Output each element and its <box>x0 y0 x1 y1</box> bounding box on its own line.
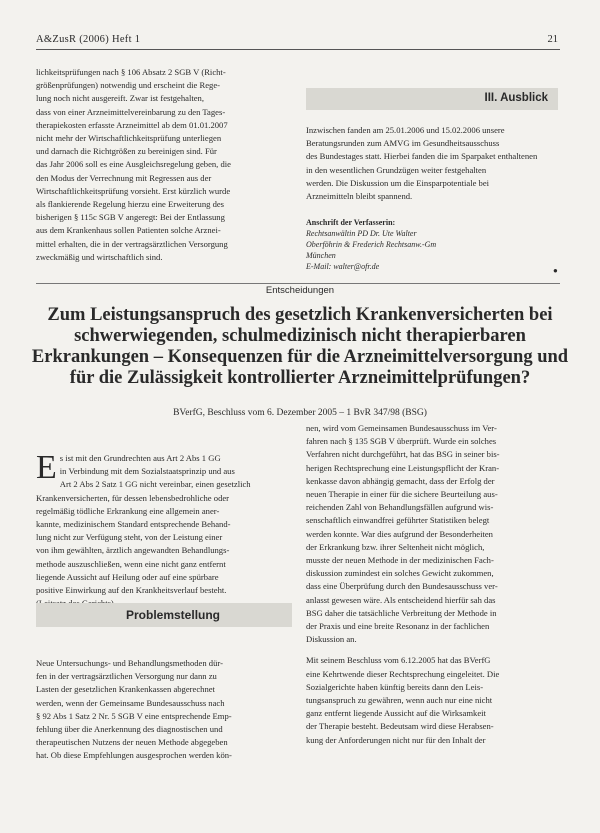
text-line: Art 2 Abs 2 Satz 1 GG nicht vereinbar, einen gesetzlich <box>59 479 251 490</box>
text-line: Krankenversicherten, für dessen lebensbedrohliche oder <box>36 492 230 503</box>
text-line: diskussion zumindest ein solches Gewicht zukommen, <box>306 568 494 579</box>
text-line: anlasst gewesen wäre. Als entscheidend hierfür sah das <box>306 594 496 605</box>
text-line: methode auszuschließen, wenn eine nicht ganz entfernt <box>36 558 226 569</box>
text-line: therapiekosten erfasste Arzneimittel ab dem 01.01.2007 <box>36 119 228 130</box>
text-line: fen in der vertragsärztlichen Versorgung nur dann zu <box>36 671 217 682</box>
text-line: das Jahr 2006 soll es eine Ausgleichsregelung geben, die <box>36 159 231 170</box>
text-line: von ihm gewählten, ärztlich angewandten Behandlungs- <box>36 545 230 556</box>
text-line: zweckmäßig und wirtschaftlich sind. <box>36 251 163 262</box>
problem-heading-box <box>36 603 292 627</box>
article-citation: BVerfG, Beschluss vom 6. Dezember 2005 – 1 BvR 347/98 (BSG) <box>173 408 427 418</box>
text-line: Arzneimitteln bleibt spannend. <box>306 191 413 202</box>
text-line: der Erkrankung bzw. ihrer Seltenheit nicht möglich, <box>306 541 485 552</box>
text-line: eine Kehrtwende dieser Rechtsprechung eingeleitet. Die <box>306 668 500 679</box>
text-line: lung nicht zur Verfügung steht, von der Leistung einer <box>36 532 223 543</box>
page-number: 21 <box>547 34 558 45</box>
page-header-journal: A&ZusR (2006) Heft 1 <box>36 34 141 45</box>
text-line: § 92 Abs 1 Satz 2 Nr. 5 SGB V eine entsprechende Emp- <box>36 710 232 721</box>
text-line: tungsanspruch zu gewähren, wenn auch nur eine nicht <box>306 695 493 706</box>
text-line: Beratungsrunden zum AMVG im Gesundheitsausschuss <box>306 138 500 149</box>
text-line: größenprüfungen) notwendig und erscheint die Rege- <box>36 80 220 91</box>
text-line: werden konnte. War dies aufgrund der Besonderheiten <box>306 528 493 539</box>
section-heading-problemstellung: Problemstellung <box>126 608 221 622</box>
right-column-top-text <box>306 124 558 203</box>
author-name: Rechtsanwältin PD Dr. Ute Walter <box>306 229 417 238</box>
text-line: Sozialgerichte haben künftig bereits dann den Leis- <box>306 681 484 692</box>
header-rule <box>36 49 560 50</box>
text-line: kenkasse davon abhängig gemacht, dass der Erfolg der <box>306 475 495 486</box>
category-rule <box>36 283 560 284</box>
text-line: BSG daher die tatsächliche Verbreitung der Methode in <box>306 607 497 618</box>
section-heading-ausblick: III. Ausblick <box>484 92 548 104</box>
text-line: der Therapie besteht. Bedeutsam wird diese Herabsen- <box>306 721 494 732</box>
text-line: regelmäßig tödliche Erkrankung eine allgemein aner- <box>36 505 220 516</box>
text-line: werden. Die Diskussion um die Einsparpotentiale bei <box>306 177 490 188</box>
text-line: der Praxis und eine breite Resonanz in der fachlichen <box>306 621 490 632</box>
text-line: lichkeitsprüfungen nach § 106 Absatz 2 SGB V (Richt- <box>36 67 226 77</box>
text-line: kung der Anforderungen nicht nur für den Inhalt der <box>306 734 486 745</box>
text-line: Mit seinem Beschluss vom 6.12.2005 hat das BVerfG <box>306 655 491 666</box>
text-line: nicht mehr der Wirtschaftlichkeitsprüfung unterliegen <box>36 133 222 144</box>
left-column-top-text <box>36 66 292 264</box>
text-line: Lasten der gesetzlichen Krankenkassen abgerechnet <box>36 684 215 695</box>
section-heading-box <box>306 88 558 110</box>
text-line: dass von einer Arzneimittelvereinbarung zu den Tages- <box>36 106 226 117</box>
article-title: Zum Leistungsanspruch des gesetzlich Krankenversicherten bei schwerwiegenden, schulmedizinisch nicht therapierbaren Erkrankungen – Konsequenzen für die Arzneimittelversorgung und für die Zulässigkeit kontrollierter Arzneimittelprüfungen? <box>31 305 569 388</box>
text-line: fehlung über die Anerkennung des diagnostischen und <box>36 724 223 735</box>
text-line: reichenden Zahl von Behandlungsfällen aufgrund wis- <box>306 502 494 513</box>
text-line: musste der neuen Methode in der medizinischen Fach- <box>306 555 494 566</box>
text-line: hat. Ob diese Empfehlungen ausgesprochen werden kön- <box>36 750 232 761</box>
text-line: dass eine Überprüfung durch den Bundesausschuss ver- <box>306 581 498 592</box>
text-line: des Bundestages statt. Hierbei fanden die im Sparpaket enthaltenen <box>306 151 538 162</box>
text-line: Wirtschaftlichkeitsprüfung vorsieht. Erst kürzlich wurde <box>36 185 231 196</box>
text-line: werden, wenn der Gemeinsame Bundesausschuss nach <box>36 697 225 708</box>
text-line: Inzwischen fanden am 25.01.2006 und 15.02.2006 unsere <box>306 125 505 135</box>
author-city: München <box>306 251 336 260</box>
dropcap-letter: E <box>36 449 57 486</box>
text-line: und darnach die Richtgrößen zu bereinigen sind. Für <box>36 146 217 157</box>
text-line: in Verbindung mit dem Sozialstaatsprinzip und aus <box>59 466 235 477</box>
text-line: fahren nach § 135 SGB V überprüft. Wurde ein solches <box>306 436 497 447</box>
text-line: liegende Aussicht auf Heilung oder auf eine spürbare <box>36 571 219 582</box>
text-line: Diskussion an. <box>306 634 357 645</box>
text-line: positive Einwirkung auf den Krankheitsverlauf besteht. <box>36 585 227 596</box>
text-line: neuen Therapie in einer für die sichere Beurteilung aus- <box>306 489 498 500</box>
author-label: Anschrift der Verfasserin: <box>306 218 396 227</box>
text-line: lung noch nicht ausgereift. Zwar ist festgehalten, <box>36 93 205 104</box>
text-line: herigen Rechtsprechung eine Leistungspflicht der Kran- <box>306 462 500 473</box>
text-line: therapeutischen Nutzens der neuen Methode abgegeben <box>36 737 228 748</box>
text-line: mittel erhalten, die in der vertragsärztlichen Versorgung <box>36 238 228 249</box>
left-column-bottom-text <box>36 657 292 763</box>
right-column-bottom-text <box>306 422 558 747</box>
text-line: als flankierende Regelung hierzu eine Erweiterung des <box>36 199 225 210</box>
text-line: nen, wird vom Gemeinsamen Bundesausschuss im Ver- <box>306 423 497 433</box>
text-line: ganz entfernt liegende Aussicht auf die Wirksamkeit <box>306 708 486 719</box>
category-label: Entscheidungen <box>265 285 335 296</box>
author-email: E-Mail: walter@ofr.de <box>306 262 380 271</box>
leitsatz-text <box>36 449 292 610</box>
text-line: senschaftlich einwandfrei geführter Statistiken belegt <box>306 515 490 526</box>
text-line: Neue Untersuchungs- und Behandlungsmethoden dür- <box>36 658 223 668</box>
text-line: aus dem Krankenhaus sollen Patienten solche Arznei- <box>36 225 221 236</box>
author-address <box>306 217 558 272</box>
text-line: Verfahren nicht durchgeführt, hat das BSG in seiner bis- <box>306 449 500 460</box>
end-mark: ● <box>553 266 558 275</box>
author-firm: Oberföhrin & Frederich Rechtsanw.-Gm <box>306 240 437 249</box>
text-line: den Modus der Verrechnung mit Regressen aus der <box>36 172 212 183</box>
text-line: bisherigen § 115c SGB V angeregt: Bei der Entlassung <box>36 212 225 223</box>
text-line: s ist mit den Grundrechten aus Art 2 Abs 1 GG <box>59 453 221 463</box>
text-line: kannte, medizinischem Standard entsprechende Behand- <box>36 519 231 530</box>
text-line: in den wesentlichen Grundzügen weiter festgehalten <box>306 164 487 175</box>
